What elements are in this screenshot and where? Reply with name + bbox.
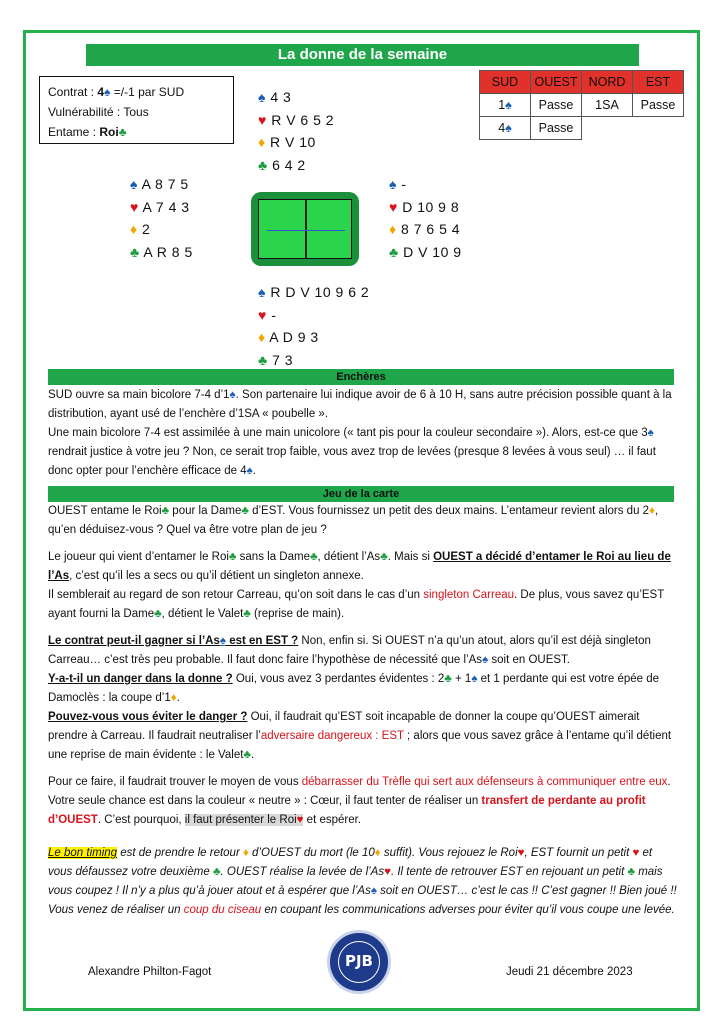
club-icon: ♣ xyxy=(243,608,251,620)
club-logo: PJB xyxy=(327,930,391,994)
club-icon: ♣ xyxy=(627,866,636,878)
paragraph: OUEST entame le Roi♣ pour la Dame♣ d’EST. Vous fournissez un petit des deux mains. L’entameur revient alors du 2♦, qu’en déduisez-vous ? Quel va être votre plan de jeu ? xyxy=(48,505,659,536)
club-icon: ♣ xyxy=(161,505,170,517)
author: Alexandre Philton-Fagot xyxy=(88,966,212,978)
club-icon: ♣ xyxy=(258,351,268,368)
paragraph: Le contrat peut-il gagner si l’As♠ est en EST ? Non, enfin si. Si OUEST n’a qu’un atout, alors qu’il est déjà singleton Carreau… c’est très peu probable. Il faut donc faire l’hypothèse de nécessité que l’As♠ soit en OUEST. xyxy=(48,635,651,666)
section-play: Jeu de la carte xyxy=(48,486,674,502)
vulnerability-line: Vulnérabilité : Tous xyxy=(48,105,149,119)
heart-icon: ♥ xyxy=(389,198,398,215)
east-hand: ♠ - ♥ D 10 9 8 ♦ 8 7 6 5 4 ♣ D V 10 9 xyxy=(389,176,462,260)
club-icon: ♣ xyxy=(118,125,127,139)
club-icon: ♣ xyxy=(258,156,268,173)
diamond-icon: ♦ xyxy=(649,505,655,517)
diamond-icon: ♦ xyxy=(170,692,177,704)
auction-cell: 1SA xyxy=(582,94,633,117)
spade-icon: ♠ xyxy=(482,654,489,666)
heart-icon: ♥ xyxy=(632,847,640,859)
page-title: La donne de la semaine xyxy=(86,44,639,66)
club-icon: ♣ xyxy=(130,243,140,260)
diamond-icon: ♦ xyxy=(258,329,266,345)
spade-icon: ♠ xyxy=(389,176,397,192)
paragraph: Pouvez-vous vous éviter le danger ? Oui, il faudrait qu’EST soit incapable de donner la coupe qu’OUEST aimerait prendre à Carreau. Il faudrait neutraliser l’adversaire dangereux : EST ; alors que vous savez grâce à l’entame qu’il détient une reprise de main évidente : le Valet♣. xyxy=(48,711,672,761)
auction-header: SUD xyxy=(480,71,531,94)
spade-icon: ♠ xyxy=(505,98,512,112)
paragraph: Il semblerait au regard de son retour Carreau, qu’on soit dans le cas d’un singleton Carreau. De plus, vous savez qu’EST ayant fourni la Dame♣, détient le Valet♣ (reprise de main). xyxy=(48,589,665,620)
club-icon: ♣ xyxy=(241,505,249,517)
section-bidding: Enchères xyxy=(48,369,674,385)
spade-icon: ♠ xyxy=(370,885,377,897)
auction-cell: Passe xyxy=(531,94,582,117)
paragraph: Y-a-t-il un danger dans la donne ? Oui, vous avez 3 perdantes évidentes : 2♣ + 1♠ et 1 perdante qui est votre épée de Damoclès : la coupe d’1♦. xyxy=(48,673,660,704)
paragraph: SUD ouvre sa main bicolore 7-4 d’1♠. Son partenaire lui indique avoir de 6 à 10 H, sans autre précision possible quant à la distribution, ayant usé de l’enchère d’1SA « poubelle ». xyxy=(48,389,672,420)
spade-icon: ♠ xyxy=(219,635,226,647)
auction-cell: Passe xyxy=(531,117,582,140)
heart-icon: ♥ xyxy=(296,814,304,826)
heart-icon: ♥ xyxy=(384,866,391,878)
bridge-table-icon xyxy=(251,192,359,266)
heart-icon: ♥ xyxy=(258,111,267,128)
north-hand: ♠ 4 3 ♥ R V 6 5 2 ♦ R V 10 ♣ 6 4 2 xyxy=(258,89,335,173)
spade-icon: ♠ xyxy=(229,389,236,401)
diamond-icon: ♦ xyxy=(242,847,249,859)
south-hand: ♠ R D V 10 9 6 2 ♥ - ♦ A D 9 3 ♣ 7 3 xyxy=(258,284,370,368)
club-icon: ♣ xyxy=(309,551,318,563)
west-hand: ♠ A 8 7 5 ♥ A 7 4 3 ♦ 2 ♣ A R 8 5 xyxy=(130,176,193,260)
paragraph: Le joueur qui vient d’entamer le Roi♣ sans la Dame♣, détient l’As♣. Mais si OUEST a décidé d’entamer le Roi au lieu de l’As, c’est qu’il les a secs ou qu’il détient un singleton annexe. xyxy=(48,551,671,582)
heart-icon: ♥ xyxy=(130,198,139,215)
paragraph: Une main bicolore 7-4 est assimilée à une main unicolore (« tant pis pour la couleur secondaire »). Alors, est-ce que 3♠ rendrait justice à votre jeu ? Non, ce serait trop faible, vous avez trop de levées (presque 8 levées à vous seul) … il faut donc opter pour l’enchère efficace de 4♠. xyxy=(48,427,656,477)
spade-icon: ♠ xyxy=(258,284,266,300)
paragraph: Le bon timing est de prendre le retour ♦ d’OUEST du mort (le 10♦ suffit). Vous rejouez le Roi♥, EST fournit un petit ♥ et vous défaussez votre deuxième ♣. OUEST réalise la levée de l’As♥. Il tente de retrouver EST en rejouant un petit ♣ mais vous coupez ! Il n’y a plus qu’à jouer atout et à espérer que l’As♠ soit en OUEST… c’est le cas !! C’est gagner !! Bien joué !! Vous venez de réaliser un coup du ciseau en coupant les communications adverses pour éviter qu’il vous coupe une levée. xyxy=(48,847,677,916)
diamond-icon: ♦ xyxy=(258,134,266,150)
auction-header: NORD xyxy=(582,71,633,94)
contract-line: Contrat : 4♠ =/-1 par SUD xyxy=(48,85,185,99)
club-icon: ♣ xyxy=(228,551,237,563)
spade-icon: ♠ xyxy=(471,673,478,685)
auction-cell: 4♠ xyxy=(480,117,531,140)
auction-header: OUEST xyxy=(531,71,582,94)
contract-box xyxy=(39,76,234,144)
auction-cell: Passe xyxy=(633,94,684,117)
auction-table xyxy=(479,70,684,140)
spade-icon: ♠ xyxy=(130,176,138,192)
club-icon: ♣ xyxy=(444,673,452,685)
date: Jeudi 21 décembre 2023 xyxy=(506,966,633,978)
spade-icon: ♠ xyxy=(104,85,111,99)
club-icon: ♣ xyxy=(380,551,388,563)
spade-icon: ♠ xyxy=(505,121,512,135)
club-icon: ♣ xyxy=(212,866,221,878)
heart-icon: ♥ xyxy=(258,306,267,323)
spade-icon: ♠ xyxy=(246,465,253,477)
auction-cell: 1♠ xyxy=(480,94,531,117)
diamond-icon: ♦ xyxy=(374,847,381,859)
heart-icon: ♥ xyxy=(517,847,525,859)
diamond-icon: ♦ xyxy=(389,221,397,237)
play-text xyxy=(48,502,678,920)
club-icon: ♣ xyxy=(154,608,162,620)
bidding-text xyxy=(48,386,678,481)
paragraph: Pour ce faire, il faudrait trouver le moyen de vous débarrasser du Trèfle qui sert aux défenseurs à communiquer entre eux. Votre seule chance est dans la couleur « neutre » : Cœur, il faut tenter de réaliser un transfert de perdante au profit d’OUEST. C’est pourquoi, il faut présenter le Roi♥ et espérer. xyxy=(48,776,671,826)
club-icon: ♣ xyxy=(389,243,399,260)
diamond-icon: ♦ xyxy=(130,221,138,237)
lead-line: Entame : Roi♣ xyxy=(48,125,127,139)
club-icon: ♣ xyxy=(243,749,251,761)
auction-header: EST xyxy=(633,71,684,94)
spade-icon: ♠ xyxy=(258,89,266,105)
spade-icon: ♠ xyxy=(647,427,654,439)
